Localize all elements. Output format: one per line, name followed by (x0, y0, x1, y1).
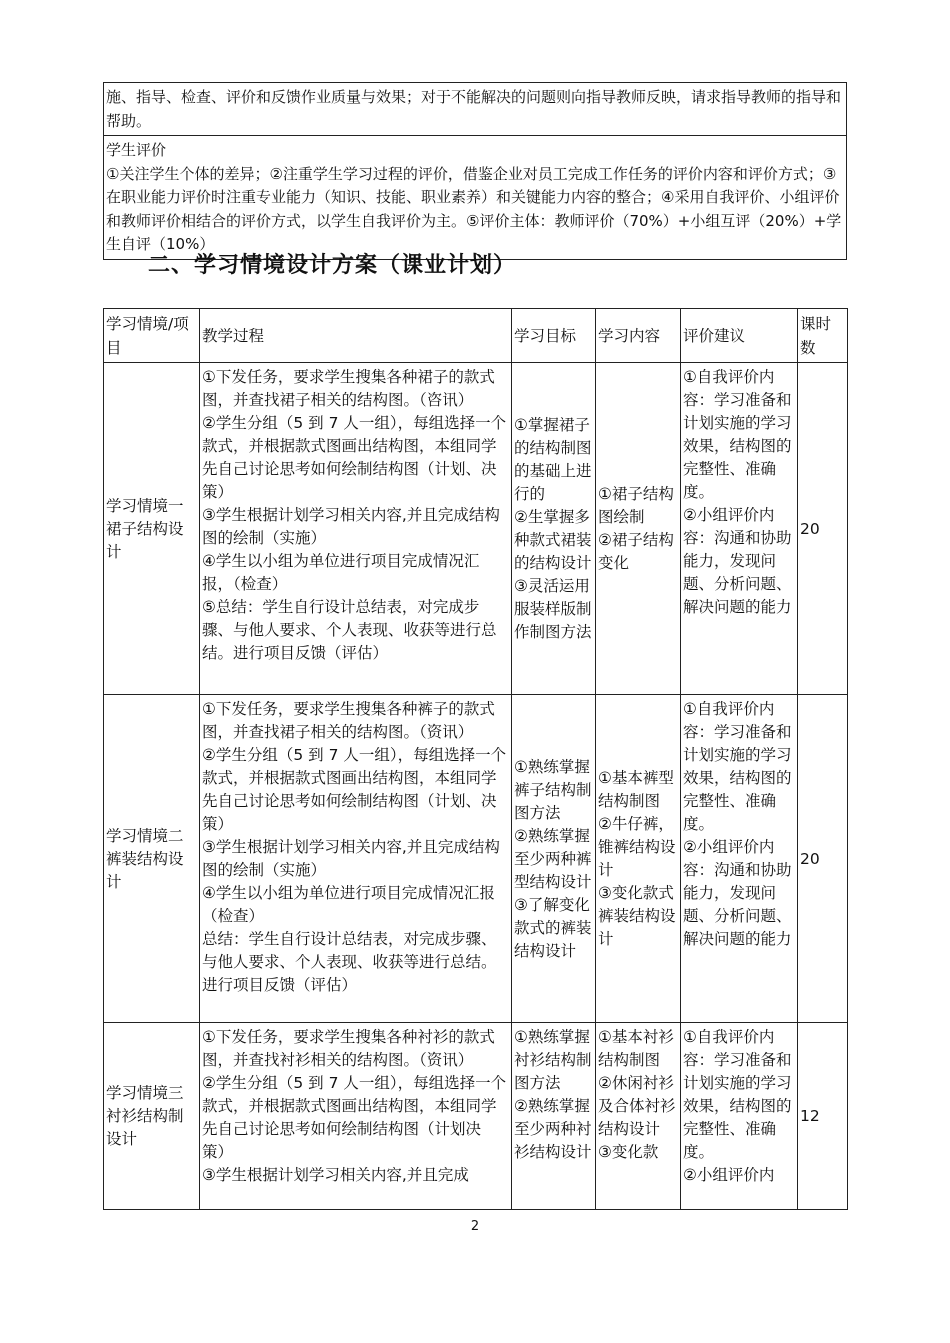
scenario-cell: 学习情境二裤装结构设计 (104, 695, 200, 1023)
course-plan-table (103, 308, 848, 1210)
table-row (104, 1023, 848, 1210)
goals-cell: ①掌握裙子的结构制图的基础上进行的 ②生掌握多种款式裙装的结构设计 ③灵活运用服装样版制作制图方法 (512, 363, 596, 695)
scenario-cell: 学习情境三衬衫结构制设计 (104, 1023, 200, 1210)
header-content: 学习内容 (596, 309, 681, 363)
continuation-text: 施、指导、检查、评价和反馈作业质量与效果；对于不能解决的问题则向指导教师反映，请求指导教师的指导和帮助。 (104, 83, 847, 136)
evaluation-table (103, 82, 847, 260)
header-row (104, 309, 848, 363)
content-cell: ①基本裤型结构制图 ②牛仔裤，锥裤结构设计 ③变化款式裤装结构设计 (596, 695, 681, 1023)
section-heading: 二、学习情境设计方案（课业计划） (148, 253, 517, 278)
content-cell: ①裙子结构图绘制 ②裙子结构变化 (596, 363, 681, 695)
process-cell: ①下发任务，要求学生搜集各种衬衫的款式图，并查找衬衫相关的结构图。（资讯） ②学生分组（5 到 7 人一组），每组选择一个款式，并根据款式图画出结构图，本组同学先自己讨论思考如何绘制结构图（计划决策） ③学生根据计划学习相关内容,并且完成 (200, 1023, 512, 1210)
goals-cell: ①熟练掌握裤子结构制图方法 ②熟练掌握至少两种裤型结构设计 ③了解变化款式的裤装结构设计 (512, 695, 596, 1023)
student-eval-row (104, 136, 847, 260)
process-cell: ①下发任务，要求学生搜集各种裙子的款式图，并查找裙子相关的结构图。（咨讯） ②学生分组（5 到 7 人一组），每组选择一个款式，并根据款式图画出结构图，本组同学先自己讨论思考如何绘制结构图（计划、决策） ③学生根据计划学习相关内容,并且完成结构图的绘制（实施） ④学生以小组为单位进行项目完成情况汇报，（检查） ⑤总结：学生自行设计总结表，对完成步骤、与他人要求、个人表现、收获等进行总结。进行项目反馈（评估） (200, 363, 512, 695)
hours-cell: 12 (798, 1023, 848, 1210)
student-eval-title: 学生评价 (106, 141, 167, 159)
process-cell: ①下发任务，要求学生搜集各种裤子的款式图，并查找裙子相关的结构图。（资讯） ②学生分组（5 到 7 人一组），每组选择一个款式，并根据款式图画出结构图，本组同学先自己讨论思考如何绘制结构图（计划、决策） ③学生根据计划学习相关内容,并且完成结构图的绘制（实施） ④学生以小组为单位进行项目完成情况汇报（检查） 总结：学生自行设计总结表，对完成步骤、与他人要求、个人表现、收获等进行总结。进行项目反馈（评估） (200, 695, 512, 1023)
header-process: 教学过程 (200, 309, 512, 363)
header-scenario: 学习情境/项目 (104, 309, 200, 363)
table-row (104, 363, 848, 695)
scenario-cell: 学习情境一裙子结构设计 (104, 363, 200, 695)
evaluation-cell: ①自我评价内容：学习准备和计划实施的学习效果，结构图的完整性、准确度。 ②小组评价内容：沟通和协助能力，发现问题、分析问题、解决问题的能力 (681, 363, 798, 695)
goals-cell: ①熟练掌握衬衫结构制图方法 ②熟练掌握至少两种衬衫结构设计 (512, 1023, 596, 1210)
page-number: 2 (470, 1219, 480, 1234)
header-hours: 课时数 (798, 309, 848, 363)
hours-cell: 20 (798, 695, 848, 1023)
hours-cell: 20 (798, 363, 848, 695)
header-evaluation: 评价建议 (681, 309, 798, 363)
evaluation-cell: ①自我评价内容：学习准备和计划实施的学习效果，结构图的完整性、准确度。 ②小组评价内容：沟通和协助能力，发现问题、分析问题、解决问题的能力 (681, 695, 798, 1023)
continuation-row (104, 83, 847, 136)
student-eval-text: ①关注学生个体的差异；②注重学生学习过程的评价，借鉴企业对员工完成工作任务的评价内容和评价方式；③在职业能力评价时注重专业能力（知识、技能、职业素养）和关键能力内容的整合；④采用自我评价、小组评价和教师评价相结合的评价方式，以学生自我评价为主。⑤评价主体：教师评价（70%）+小组互评（20%）+学生自评（10%） (106, 164, 842, 253)
evaluation-cell: ①自我评价内容：学习准备和计划实施的学习效果，结构图的完整性、准确度。 ②小组评价内 (681, 1023, 798, 1210)
header-goals: 学习目标 (512, 309, 596, 363)
content-cell: ①基本衬衫结构制图 ②休闲衬衫及合体衬衫结构设计 ③变化款 (596, 1023, 681, 1210)
student-eval-cell (104, 136, 847, 260)
table-row (104, 695, 848, 1023)
